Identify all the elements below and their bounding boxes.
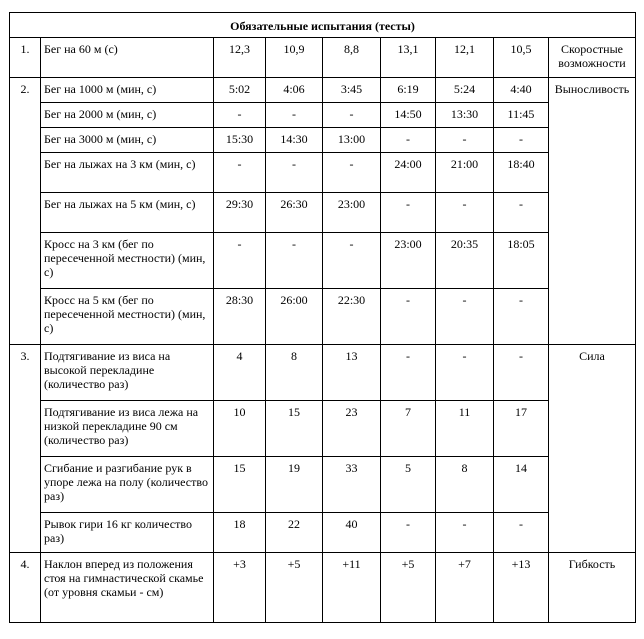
value-cell: - (494, 128, 549, 153)
value-cell: - (494, 289, 549, 345)
test-name: Бег на 60 м (с) (41, 38, 214, 78)
value-cell: 33 (323, 457, 381, 513)
test-name: Наклон вперед из положения стоя на гимнастической скамье (от уровня скамьи - см) (41, 553, 214, 623)
value-cell: 23:00 (323, 193, 381, 233)
table-row (10, 289, 636, 345)
row-number: 4. (10, 553, 41, 623)
value-cell: - (494, 345, 549, 401)
value-cell: 7 (381, 401, 436, 457)
value-cell: - (436, 345, 494, 401)
quality-cell: Выносливость (549, 78, 636, 345)
value-cell: +3 (214, 553, 266, 623)
value-cell: - (323, 233, 381, 289)
value-cell: 29:30 (214, 193, 266, 233)
test-name: Кросс на 3 км (бег по пересеченной местности) (мин, с) (41, 233, 214, 289)
table-row (10, 103, 636, 128)
table-row (10, 38, 636, 78)
table-title: Обязательные испытания (тесты) (10, 13, 636, 38)
value-cell: - (436, 128, 494, 153)
value-cell: 13 (323, 345, 381, 401)
quality-cell: Гибкость (549, 553, 636, 623)
value-cell: - (381, 513, 436, 553)
test-name: Бег на 3000 м (мин, с) (41, 128, 214, 153)
value-cell: 10,9 (266, 38, 323, 78)
test-name: Бег на лыжах на 3 км (мин, с) (41, 153, 214, 193)
value-cell: +11 (323, 553, 381, 623)
table-row (10, 401, 636, 457)
value-cell: 5 (381, 457, 436, 513)
value-cell: 11 (436, 401, 494, 457)
value-cell: 13,1 (381, 38, 436, 78)
value-cell: 5:02 (214, 78, 266, 103)
table-row (10, 153, 636, 193)
value-cell: - (266, 103, 323, 128)
test-name: Подтягивание из виса лежа на низкой перекладине 90 см (количество раз) (41, 401, 214, 457)
test-name: Кросс на 5 км (бег по пересеченной местности) (мин, с) (41, 289, 214, 345)
value-cell: 4:40 (494, 78, 549, 103)
row-number: 1. (10, 38, 41, 78)
value-cell: - (494, 513, 549, 553)
value-cell: - (323, 103, 381, 128)
table-row (10, 128, 636, 153)
value-cell: 40 (323, 513, 381, 553)
value-cell: 14:30 (266, 128, 323, 153)
table-row (10, 513, 636, 553)
value-cell: - (494, 193, 549, 233)
quality-cell: Сила (549, 345, 636, 553)
value-cell: 13:00 (323, 128, 381, 153)
value-cell: +13 (494, 553, 549, 623)
test-name: Подтягивание из виса на высокой перекладине (количество раз) (41, 345, 214, 401)
row-number: 2. (10, 78, 41, 345)
value-cell: - (436, 289, 494, 345)
test-name: Бег на 2000 м (мин, с) (41, 103, 214, 128)
value-cell: - (266, 233, 323, 289)
value-cell: - (436, 513, 494, 553)
value-cell: 14:50 (381, 103, 436, 128)
value-cell: - (214, 103, 266, 128)
value-cell: 22 (266, 513, 323, 553)
value-cell: - (381, 345, 436, 401)
value-cell: - (436, 193, 494, 233)
table-wrapper (9, 12, 636, 623)
test-name: Сгибание и разгибание рук в упоре лежа на полу (количество раз) (41, 457, 214, 513)
value-cell: - (381, 128, 436, 153)
value-cell: - (381, 193, 436, 233)
value-cell: 6:19 (381, 78, 436, 103)
value-cell: 22:30 (323, 289, 381, 345)
value-cell: 4 (214, 345, 266, 401)
value-cell: 8 (266, 345, 323, 401)
table-row (10, 233, 636, 289)
value-cell: 20:35 (436, 233, 494, 289)
value-cell: - (381, 289, 436, 345)
value-cell: 21:00 (436, 153, 494, 193)
test-name: Бег на лыжах на 5 км (мин, с) (41, 193, 214, 233)
value-cell: 18:05 (494, 233, 549, 289)
title-row (10, 13, 636, 38)
value-cell: 18:40 (494, 153, 549, 193)
value-cell: 15 (266, 401, 323, 457)
value-cell: 18 (214, 513, 266, 553)
value-cell: +5 (266, 553, 323, 623)
table-row (10, 78, 636, 103)
value-cell: 14 (494, 457, 549, 513)
value-cell: 10,5 (494, 38, 549, 78)
value-cell: 28:30 (214, 289, 266, 345)
table-row (10, 553, 636, 623)
value-cell: - (214, 233, 266, 289)
value-cell: 3:45 (323, 78, 381, 103)
value-cell: - (266, 153, 323, 193)
value-cell: 26:30 (266, 193, 323, 233)
table-row (10, 193, 636, 233)
value-cell: 26:00 (266, 289, 323, 345)
table-row (10, 345, 636, 401)
test-name: Бег на 1000 м (мин, с) (41, 78, 214, 103)
value-cell: 23 (323, 401, 381, 457)
value-cell: 19 (266, 457, 323, 513)
value-cell: - (214, 153, 266, 193)
value-cell: 10 (214, 401, 266, 457)
row-number: 3. (10, 345, 41, 553)
value-cell: 8,8 (323, 38, 381, 78)
value-cell: - (323, 153, 381, 193)
value-cell: 13:30 (436, 103, 494, 128)
value-cell: 12,3 (214, 38, 266, 78)
tests-table (9, 12, 636, 623)
value-cell: 12,1 (436, 38, 494, 78)
value-cell: 11:45 (494, 103, 549, 128)
value-cell: 15 (214, 457, 266, 513)
value-cell: 24:00 (381, 153, 436, 193)
value-cell: 4:06 (266, 78, 323, 103)
table-row (10, 457, 636, 513)
value-cell: 23:00 (381, 233, 436, 289)
value-cell: 15:30 (214, 128, 266, 153)
value-cell: 5:24 (436, 78, 494, 103)
value-cell: 8 (436, 457, 494, 513)
value-cell: 17 (494, 401, 549, 457)
value-cell: +7 (436, 553, 494, 623)
test-name: Рывок гири 16 кг количество раз) (41, 513, 214, 553)
quality-cell: Скоростные возможности (549, 38, 636, 78)
value-cell: +5 (381, 553, 436, 623)
